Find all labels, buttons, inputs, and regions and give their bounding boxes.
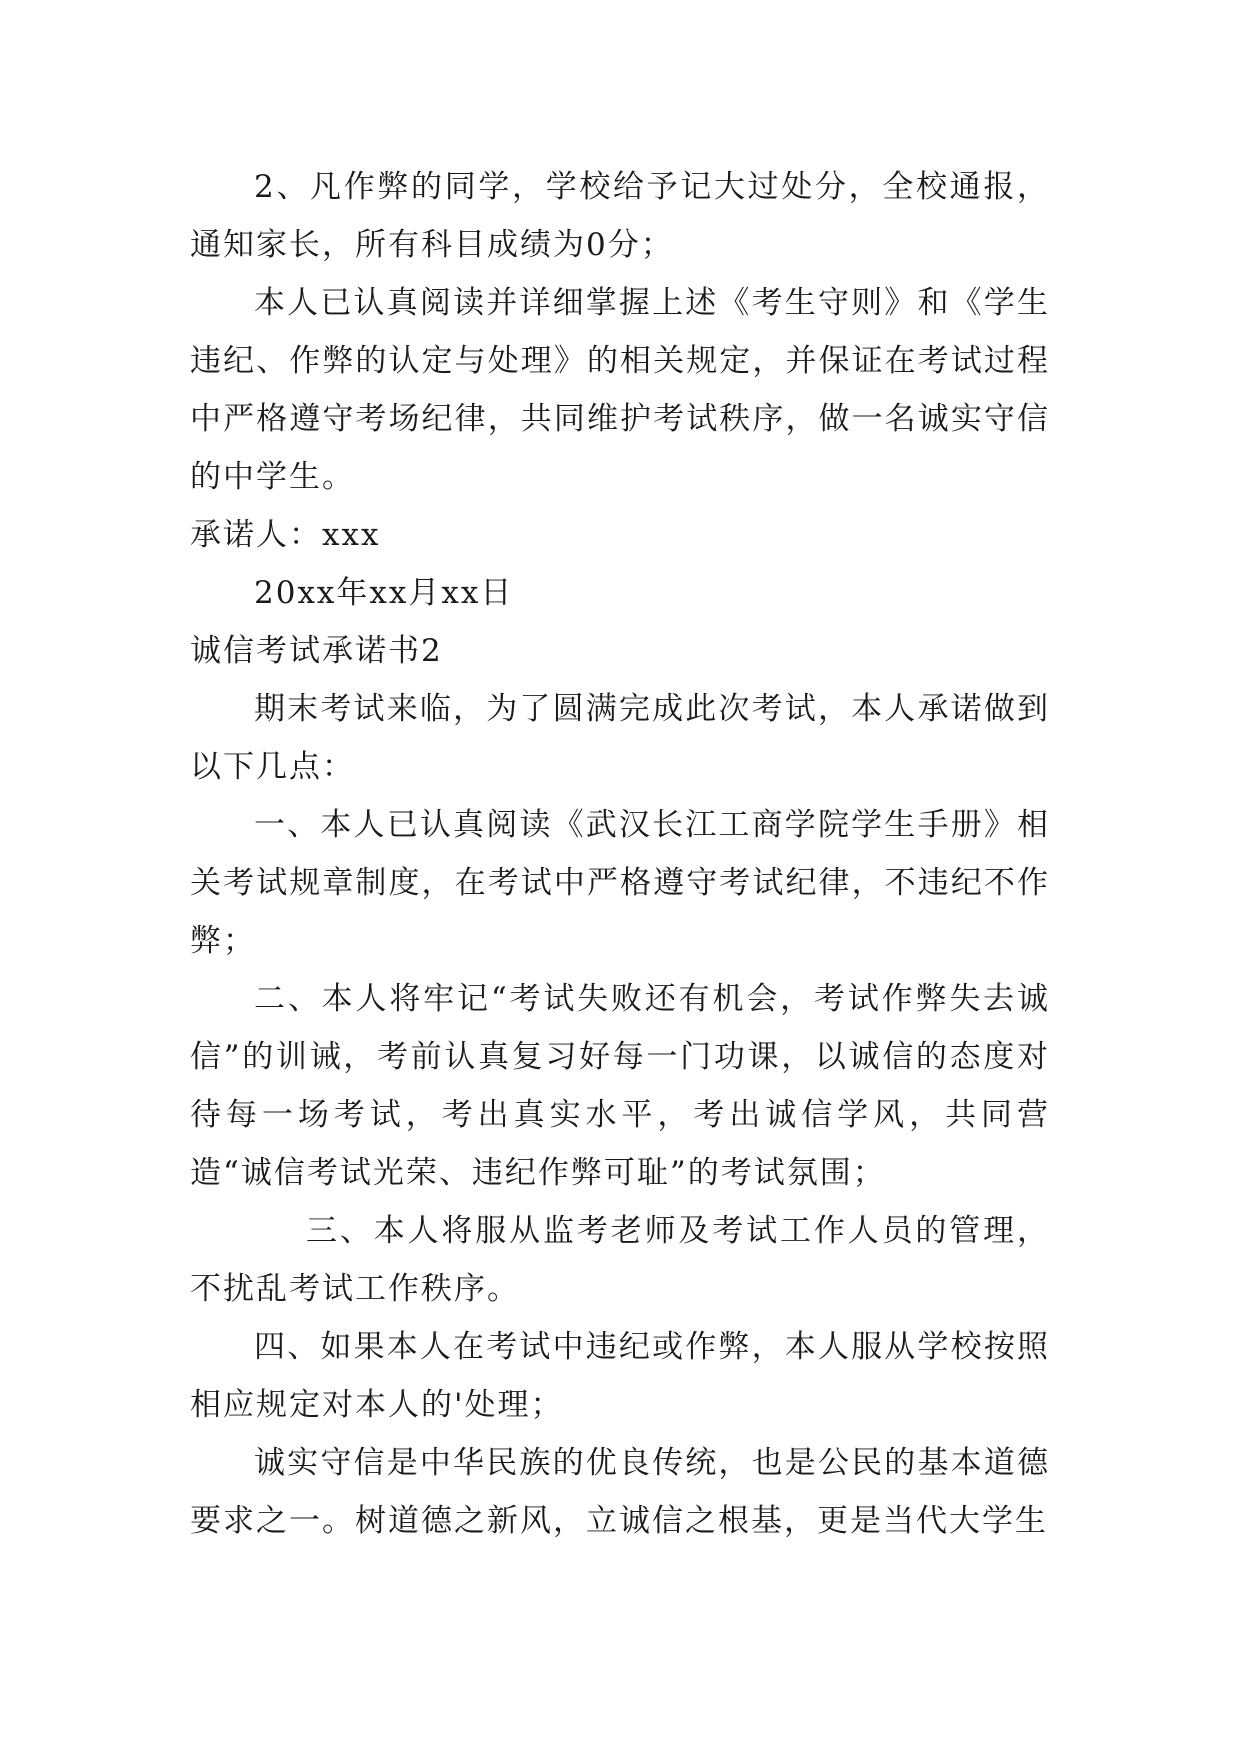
- paragraph-pledge-statement: 本人已认真阅读并详细掌握上述《考生守则》和《学生违纪、作弊的认定与处理》的相关规定，并保证在考试过程中严格遵守考场纪律，共同维护考试秩序，做一名诚实守信的中学生。: [190, 285, 1050, 495]
- paragraph-closing: 诚实守信是中华民族的优良传统，也是公民的基本道德要求之一。树道德之新风，立诚信之根基，更是当代大学生: [190, 1445, 1050, 1539]
- paragraph-item-two: 二、本人将牢记“考试失败还有机会，考试作弊失去诚信”的训诫，考前认真复习好每一门功课，以诚信的态度对待每一场考试，考出真实水平，考出诚信学风，共同营造“诚信考试光荣、违纪作弊可耻”的考试氛围；: [190, 981, 1050, 1191]
- paragraph-item-three: 三、本人将服从监考老师及考试工作人员的管理，不扰乱考试工作秩序。: [190, 1213, 1050, 1307]
- section-title: 诚信考试承诺书2: [190, 633, 443, 669]
- pledger-signature: 承诺人：xxx: [190, 517, 381, 553]
- paragraph-cheating-penalty: 2、凡作弊的同学，学校给予记大过处分，全校通报，通知家长，所有科目成绩为0分；: [190, 169, 1050, 263]
- paragraph-item-one: 一、本人已认真阅读《武汉长江工商学院学生手册》相关考试规章制度，在考试中严格遵守考试纪律，不违纪不作弊；: [190, 807, 1050, 959]
- document-body: [190, 158, 1050, 1550]
- paragraph-intro: 期末考试来临，为了圆满完成此次考试，本人承诺做到以下几点：: [190, 691, 1050, 785]
- paragraph-item-four: 四、如果本人在考试中违纪或作弊，本人服从学校按照相应规定对本人的'处理；: [190, 1329, 1050, 1423]
- pledge-date: 20xx年xx月xx日: [254, 575, 514, 611]
